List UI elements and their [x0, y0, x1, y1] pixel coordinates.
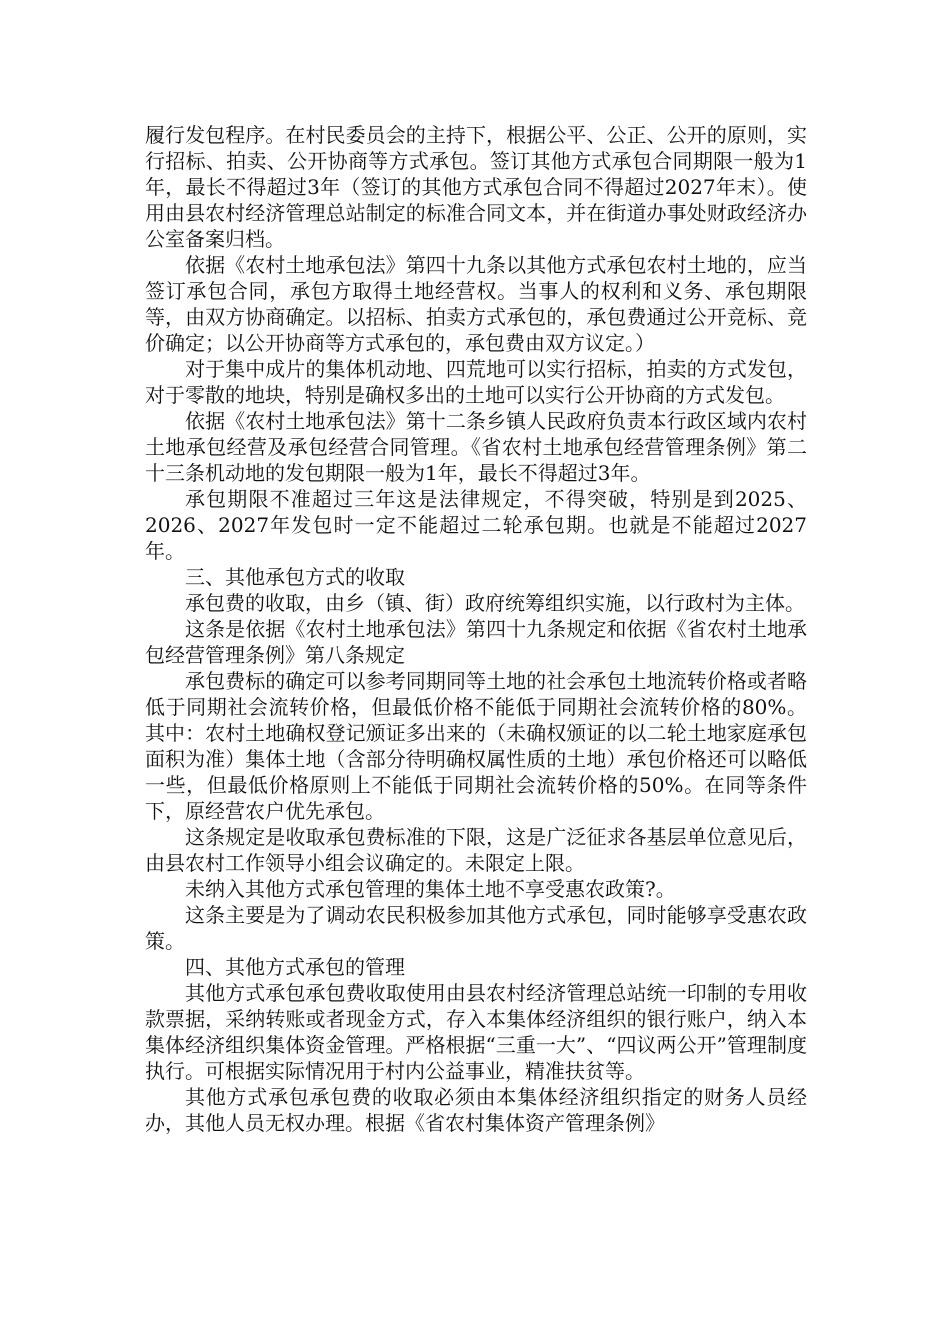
paragraph: 履行发包程序。在村民委员会的主持下，根据公平、公正、公开的原则，实行招标、拍卖、公开协商等方式承包。签订其他方式承包合同期限一般为1年，最长不得超过3年（签订的其他方式承包合同不得超过2027年末）。使用由县农村经济管理总站制定的标准合同文本，并在街道办事处财政经济办公室备案归档。	[145, 123, 807, 251]
section-heading: 三、其他承包方式的收取	[185, 565, 405, 589]
paragraph: 依据《农村土地承包法》第四十九条以其他方式承包农村土地的，应当签订承包合同，承包方取得土地经营权。当事人的权利和义务、承包期限等，由双方协商确定。以招标、拍卖方式承包的，承包费通过公开竞标、竞价确定；以公开协商等方式承包的，承包费由双方议定。）	[145, 253, 807, 355]
paragraph: 这条规定是收取承包费标准的下限，这是广泛征求各基层单位意见后，由县农村工作领导小组会议确定的。未限定上限。	[145, 825, 807, 875]
paragraph: 依据《农村土地承包法》第十二条乡镇人民政府负责本行政区域内农村土地承包经营及承包经营合同管理。《省农村土地承包经营管理条例》第二十三条机动地的发包期限一般为1年，最长不得超过3年。	[145, 409, 807, 485]
paragraph: 这条主要是为了调动农民积极参加其他方式承包，同时能够享受惠农政策。	[145, 903, 807, 953]
document-body	[145, 122, 807, 1136]
paragraph: 承包费标的确定可以参考同期同等土地的社会承包土地流转价格或者略低于同期社会流转价格，但最低价格不能低于同期社会流转价格的80%。其中：农村土地确权登记颁证多出来的（未确权颁证的以二轮土地家庭承包面积为准）集体土地（含部分待明确权属性质的土地）承包价格还可以略低一些，但最低价格原则上不能低于同期社会流转价格的50%。在同等条件下，原经营农户优先承包。	[145, 669, 807, 823]
paragraph: 这条是依据《农村土地承包法》第四十九条规定和依据《省农村土地承包经营管理条例》第八条规定	[145, 617, 807, 667]
paragraph: 其他方式承包承包费收取使用由县农村经济管理总站统一印制的专用收款票据，采纳转账或者现金方式，存入本集体经济组织的银行账户，纳入本集体经济组织集体资金管理。严格根据“三重一大”、“四议两公开”管理制度执行。可根据实际情况用于村内公益事业，精准扶贫等。	[145, 981, 807, 1083]
paragraph: 对于集中成片的集体机动地、四荒地可以实行招标，拍卖的方式发包，对于零散的地块，特别是确权多出的土地可以实行公开协商的方式发包。	[145, 357, 807, 407]
section-heading: 四、其他方式承包的管理	[185, 955, 405, 979]
paragraph: 承包期限不准超过三年这是法律规定，不得突破，特别是到2025、2026、2027年发包时一定不能超过二轮承包期。也就是不能超过2027年。	[145, 487, 807, 563]
paragraph: 未纳入其他方式承包管理的集体土地不享受惠农政策?。	[185, 877, 676, 901]
paragraph: 其他方式承包承包费的收取必须由本集体经济组织指定的财务人员经办，其他人员无权办理。根据《省农村集体资产管理条例》	[145, 1085, 807, 1135]
paragraph: 承包费的收取，由乡（镇、街）政府统筹组织实施，以行政村为主体。	[185, 591, 805, 615]
